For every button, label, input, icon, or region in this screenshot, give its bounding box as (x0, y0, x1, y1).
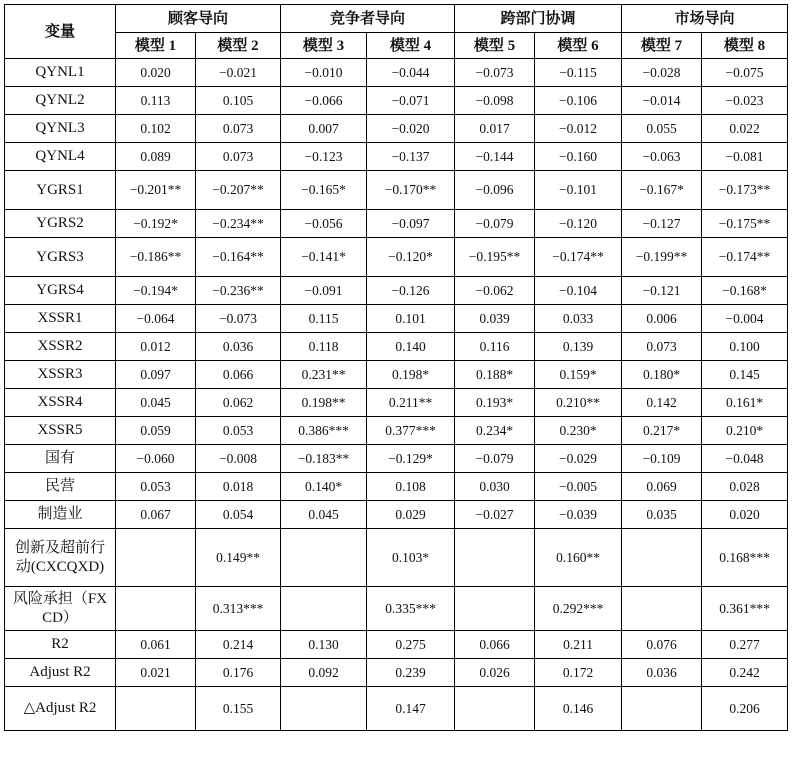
group-header-customer: 顾客导向 (116, 5, 281, 33)
table-cell: 0.054 (196, 501, 281, 529)
table-cell: −0.234** (196, 210, 281, 238)
table-cell: 0.045 (116, 389, 196, 417)
table-cell: −0.167* (622, 171, 702, 210)
model-header: 模型 8 (702, 33, 788, 59)
table-row (5, 210, 788, 238)
table-cell: 0.230* (535, 417, 622, 445)
table-cell: −0.201** (116, 171, 196, 210)
table-cell: −0.071 (367, 87, 455, 115)
table-cell: 0.386*** (281, 417, 367, 445)
table-cell: −0.064 (116, 305, 196, 333)
row-label: QYNL1 (5, 59, 116, 87)
table-cell: −0.073 (455, 59, 535, 87)
table-cell: 0.130 (281, 631, 367, 659)
table-cell: 0.211 (535, 631, 622, 659)
table-cell: 0.214 (196, 631, 281, 659)
table-cell: 0.026 (455, 659, 535, 687)
table-cell (116, 587, 196, 631)
table-cell (622, 529, 702, 587)
table-cell: 0.155 (196, 687, 281, 731)
table-cell: 0.017 (455, 115, 535, 143)
table-cell: 0.007 (281, 115, 367, 143)
table-row (5, 529, 788, 587)
table-cell: −0.120 (535, 210, 622, 238)
table-cell: 0.231** (281, 361, 367, 389)
table-cell: −0.207** (196, 171, 281, 210)
table-cell: 0.118 (281, 333, 367, 361)
table-cell: −0.170** (367, 171, 455, 210)
table-cell: 0.030 (455, 473, 535, 501)
table-cell: −0.160 (535, 143, 622, 171)
table-cell: 0.176 (196, 659, 281, 687)
table-cell: 0.067 (116, 501, 196, 529)
table-cell: 0.140 (367, 333, 455, 361)
table-cell: 0.097 (116, 361, 196, 389)
table-cell: 0.006 (622, 305, 702, 333)
table-cell: 0.021 (116, 659, 196, 687)
table-cell: 0.146 (535, 687, 622, 731)
row-label: YGRS3 (5, 238, 116, 277)
table-cell: −0.127 (622, 210, 702, 238)
table-row (5, 587, 788, 631)
table-cell: 0.113 (116, 87, 196, 115)
table-cell: −0.005 (535, 473, 622, 501)
table-cell: 0.100 (702, 333, 788, 361)
table-cell: 0.188* (455, 361, 535, 389)
row-label: △Adjust R2 (5, 687, 116, 731)
table-cell (116, 687, 196, 731)
table-cell: −0.144 (455, 143, 535, 171)
table-cell: −0.120* (367, 238, 455, 277)
table-cell: 0.073 (196, 115, 281, 143)
table-cell: −0.106 (535, 87, 622, 115)
table-cell: 0.035 (622, 501, 702, 529)
table-cell: −0.186** (116, 238, 196, 277)
row-label: YGRS2 (5, 210, 116, 238)
model-header: 模型 3 (281, 33, 367, 59)
table-cell (455, 687, 535, 731)
table-cell: 0.193* (455, 389, 535, 417)
table-cell: 0.053 (116, 473, 196, 501)
table-cell: 0.012 (116, 333, 196, 361)
row-label: XSSR5 (5, 417, 116, 445)
row-label: 风险承担（FXCD） (5, 587, 116, 631)
table-cell: 0.105 (196, 87, 281, 115)
table-cell: 0.022 (702, 115, 788, 143)
table-cell: −0.199** (622, 238, 702, 277)
model-header: 模型 2 (196, 33, 281, 59)
table-cell: 0.211** (367, 389, 455, 417)
table-cell: −0.137 (367, 143, 455, 171)
row-label: 民营 (5, 473, 116, 501)
table-cell: 0.139 (535, 333, 622, 361)
table-row (5, 659, 788, 687)
table-cell (622, 687, 702, 731)
table-cell (116, 529, 196, 587)
table-row (5, 501, 788, 529)
row-label: 创新及超前行动(CXCQXD) (5, 529, 116, 587)
table-row (5, 171, 788, 210)
row-label: QYNL3 (5, 115, 116, 143)
table-cell: −0.079 (455, 210, 535, 238)
table-cell: 0.161* (702, 389, 788, 417)
table-cell: −0.096 (455, 171, 535, 210)
table-cell: 0.028 (702, 473, 788, 501)
table-row (5, 445, 788, 473)
table-cell: −0.063 (622, 143, 702, 171)
table-cell: −0.079 (455, 445, 535, 473)
row-label: XSSR2 (5, 333, 116, 361)
group-header-interfunctional: 跨部门协调 (455, 5, 622, 33)
table-cell: 0.061 (116, 631, 196, 659)
table-cell: −0.014 (622, 87, 702, 115)
table-cell: 0.140* (281, 473, 367, 501)
table-cell: −0.174** (535, 238, 622, 277)
table-cell (281, 687, 367, 731)
table-cell: −0.044 (367, 59, 455, 87)
table-cell (455, 529, 535, 587)
table-cell (455, 587, 535, 631)
table-cell: 0.145 (702, 361, 788, 389)
model-header-row (5, 33, 788, 59)
table-cell: −0.121 (622, 277, 702, 305)
table-cell: −0.126 (367, 277, 455, 305)
table-cell: −0.098 (455, 87, 535, 115)
table-cell: 0.242 (702, 659, 788, 687)
table-cell: 0.172 (535, 659, 622, 687)
table-cell: 0.115 (281, 305, 367, 333)
table-cell: 0.275 (367, 631, 455, 659)
table-cell: 0.217* (622, 417, 702, 445)
table-cell: −0.008 (196, 445, 281, 473)
table-cell (281, 529, 367, 587)
table-cell: 0.377*** (367, 417, 455, 445)
table-cell: 0.198* (367, 361, 455, 389)
row-label: R2 (5, 631, 116, 659)
table-cell: −0.056 (281, 210, 367, 238)
table-cell: 0.045 (281, 501, 367, 529)
row-label: 国有 (5, 445, 116, 473)
table-cell: −0.060 (116, 445, 196, 473)
table-cell: 0.180* (622, 361, 702, 389)
table-cell: −0.066 (281, 87, 367, 115)
table-cell: −0.174** (702, 238, 788, 277)
table-cell: 0.066 (455, 631, 535, 659)
table-cell: −0.236** (196, 277, 281, 305)
table-cell: −0.020 (367, 115, 455, 143)
table-cell: −0.081 (702, 143, 788, 171)
table-cell (622, 587, 702, 631)
table-cell: −0.175** (702, 210, 788, 238)
table-cell: −0.115 (535, 59, 622, 87)
table-row (5, 687, 788, 731)
table-cell: −0.027 (455, 501, 535, 529)
table-cell: 0.055 (622, 115, 702, 143)
table-cell: −0.039 (535, 501, 622, 529)
row-label: 制造业 (5, 501, 116, 529)
table-row (5, 333, 788, 361)
group-header-row (5, 5, 788, 33)
table-row (5, 631, 788, 659)
table-cell: −0.023 (702, 87, 788, 115)
table-cell: −0.021 (196, 59, 281, 87)
table-cell: 0.159* (535, 361, 622, 389)
table-row (5, 238, 788, 277)
row-label: XSSR3 (5, 361, 116, 389)
table-cell: −0.004 (702, 305, 788, 333)
table-cell: 0.089 (116, 143, 196, 171)
row-label: YGRS1 (5, 171, 116, 210)
table-cell: −0.073 (196, 305, 281, 333)
table-cell: −0.062 (455, 277, 535, 305)
table-cell: 0.116 (455, 333, 535, 361)
table-cell: 0.313*** (196, 587, 281, 631)
group-header-competitor: 竞争者导向 (281, 5, 455, 33)
table-cell: 0.147 (367, 687, 455, 731)
model-header: 模型 1 (116, 33, 196, 59)
table-cell: 0.073 (622, 333, 702, 361)
table-cell: −0.123 (281, 143, 367, 171)
table-cell: 0.073 (196, 143, 281, 171)
table-row (5, 305, 788, 333)
table-cell: 0.210* (702, 417, 788, 445)
table-cell: 0.361*** (702, 587, 788, 631)
table-row (5, 277, 788, 305)
table-cell: 0.103* (367, 529, 455, 587)
model-header: 模型 4 (367, 33, 455, 59)
table-cell: 0.020 (116, 59, 196, 87)
row-label: XSSR4 (5, 389, 116, 417)
table-cell: 0.020 (702, 501, 788, 529)
table-row (5, 361, 788, 389)
table-cell: −0.192* (116, 210, 196, 238)
model-header: 模型 7 (622, 33, 702, 59)
table-cell: 0.292*** (535, 587, 622, 631)
table-cell: 0.234* (455, 417, 535, 445)
group-header-market: 市场导向 (622, 5, 788, 33)
row-label: QYNL2 (5, 87, 116, 115)
table-cell: 0.039 (455, 305, 535, 333)
table-row (5, 87, 788, 115)
table-cell: −0.048 (702, 445, 788, 473)
table-cell: 0.066 (196, 361, 281, 389)
table-cell: 0.059 (116, 417, 196, 445)
model-header: 模型 5 (455, 33, 535, 59)
table-cell: −0.097 (367, 210, 455, 238)
table-cell: 0.210** (535, 389, 622, 417)
table-row (5, 143, 788, 171)
table-cell: 0.029 (367, 501, 455, 529)
table-cell: −0.109 (622, 445, 702, 473)
table-cell: 0.198** (281, 389, 367, 417)
table-cell: 0.108 (367, 473, 455, 501)
table-cell: −0.029 (535, 445, 622, 473)
table-cell: −0.173** (702, 171, 788, 210)
table-row (5, 59, 788, 87)
row-label: Adjust R2 (5, 659, 116, 687)
table-cell: −0.194* (116, 277, 196, 305)
table-row (5, 473, 788, 501)
table-cell: 0.206 (702, 687, 788, 731)
table-cell: −0.101 (535, 171, 622, 210)
table-cell: 0.053 (196, 417, 281, 445)
table-cell: 0.149** (196, 529, 281, 587)
table-cell (281, 587, 367, 631)
table-cell: 0.036 (622, 659, 702, 687)
table-cell: 0.033 (535, 305, 622, 333)
table-cell: 0.069 (622, 473, 702, 501)
table-cell: −0.104 (535, 277, 622, 305)
table-cell: 0.160** (535, 529, 622, 587)
table-cell: −0.141* (281, 238, 367, 277)
table-row (5, 115, 788, 143)
table-cell: 0.102 (116, 115, 196, 143)
row-label: QYNL4 (5, 143, 116, 171)
table-cell: −0.129* (367, 445, 455, 473)
table-cell: −0.195** (455, 238, 535, 277)
table-cell: −0.183** (281, 445, 367, 473)
table-cell: −0.028 (622, 59, 702, 87)
table-cell: 0.168*** (702, 529, 788, 587)
table-cell: 0.076 (622, 631, 702, 659)
table-cell: 0.092 (281, 659, 367, 687)
table-cell: 0.036 (196, 333, 281, 361)
table-cell: 0.142 (622, 389, 702, 417)
table-cell: −0.091 (281, 277, 367, 305)
table-cell: −0.012 (535, 115, 622, 143)
table-cell: −0.164** (196, 238, 281, 277)
row-label: XSSR1 (5, 305, 116, 333)
results-table (4, 4, 788, 731)
table-cell: 0.018 (196, 473, 281, 501)
model-header: 模型 6 (535, 33, 622, 59)
table-cell: −0.075 (702, 59, 788, 87)
table-cell: −0.165* (281, 171, 367, 210)
table-cell: −0.168* (702, 277, 788, 305)
table-cell: 0.277 (702, 631, 788, 659)
table-cell: 0.101 (367, 305, 455, 333)
table-cell: 0.062 (196, 389, 281, 417)
table-row (5, 417, 788, 445)
table-body (5, 59, 788, 731)
variable-header: 变量 (5, 5, 116, 59)
row-label: YGRS4 (5, 277, 116, 305)
table-cell: 0.239 (367, 659, 455, 687)
table-row (5, 389, 788, 417)
table-cell: 0.335*** (367, 587, 455, 631)
table-cell: −0.010 (281, 59, 367, 87)
